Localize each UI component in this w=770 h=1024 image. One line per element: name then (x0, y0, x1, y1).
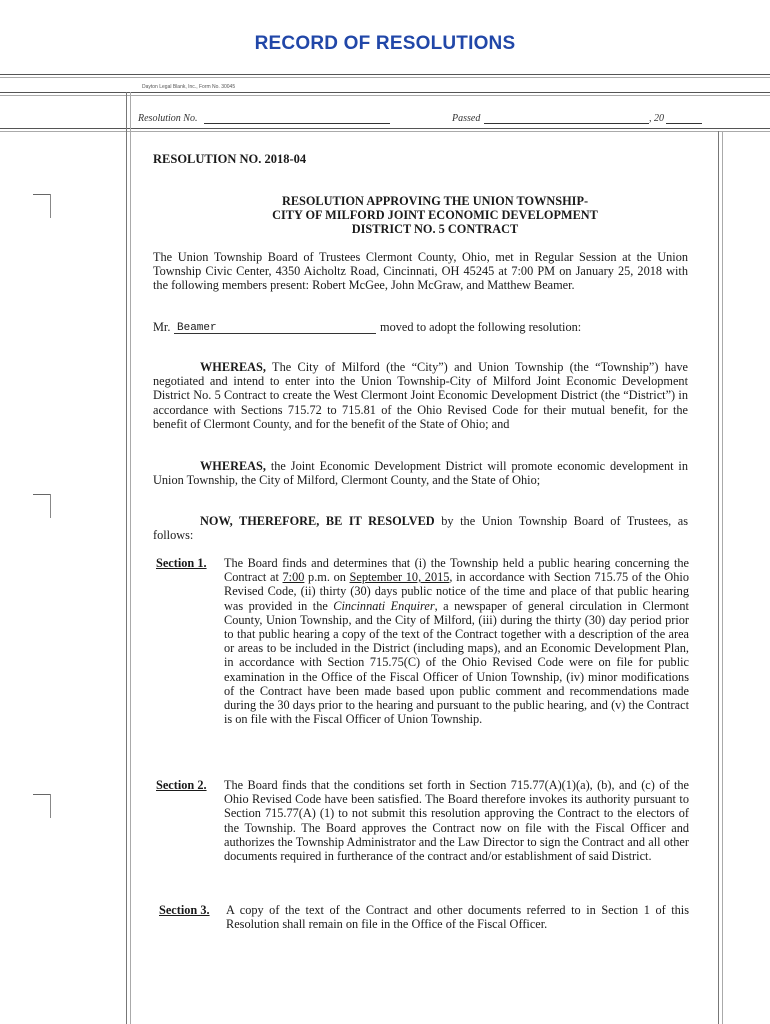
whereas-text-2: the Joint Economic Development District will promote economic development in Union Township, the City of Milford, Clermont County, and the State of Ohio; (153, 459, 688, 488)
binder-mark-2 (33, 494, 50, 495)
resolved-paragraph (153, 514, 688, 542)
section-3-text: A copy of the text of the Contract and other documents referred to in Section 1 of this Resolution shall remain on file in the Office of the Fiscal Officer. (226, 903, 689, 932)
section-1-text-b: p.m. on (304, 570, 350, 585)
intro-paragraph: The Union Township Board of Trustees Clermont County, Ohio, met in Regular Session at the Union Township Civic Center, 4350 Aicholtz Road, Cincinnati, OH 45245 at 7:00 PM on January 25, 2018 with the following members present: Robert McGee, John McGraw, and Matthew Beamer. (153, 250, 688, 293)
mover-suffix: moved to adopt the following resolution: (380, 320, 582, 334)
header-rule-bottom-2 (0, 131, 770, 132)
resolution-number: RESOLUTION NO. 2018-04 (153, 152, 307, 166)
header-rule-mid-2 (0, 95, 770, 96)
binder-mark-3 (33, 794, 50, 795)
binder-mark-1 (33, 194, 50, 195)
left-margin-rule (126, 92, 127, 1024)
mover-name: Beamer (177, 322, 217, 334)
year-prefix: , 20 (649, 113, 664, 124)
section-1-newspaper: Cincinnati Enquirer (333, 598, 435, 613)
header-rule-bottom (0, 128, 770, 129)
header-rule-mid (0, 92, 770, 93)
binder-mark-3-side (50, 794, 51, 818)
publisher-line: Dayton Legal Blank, Inc., Form No. 30045 (142, 84, 236, 90)
binder-mark-2-side (50, 494, 51, 518)
whereas-lead-1: WHEREAS, (200, 360, 266, 374)
header-rule-top-2 (0, 77, 770, 78)
whereas-paragraph-1 (153, 360, 688, 431)
whereas-paragraph-2 (153, 459, 688, 487)
resolved-lead: NOW, THEREFORE, BE IT RESOLVED (200, 514, 435, 528)
whereas-text-1: The City of Milford (the “City”) and Union Township (the “Township”) have negotiated and intend to enter into the Union Township-City of Milford Joint Economic Development District No. 5 Contract to create the West Clermont Joint Economic Development District (the “District”) in accordance with Sections 715.72 to 715.81 of the Ohio Revised Code for their mutual benefit, for the benefit of Clermont County, and for the benefit of the State of Ohio; and (153, 360, 688, 431)
passed-blank (484, 123, 649, 124)
resolution-heading-line-2: CITY OF MILFORD JOINT ECONOMIC DEVELOPMENT (272, 208, 598, 222)
resolved-text: by the Union Township Board of Trustees, as follows: (153, 514, 688, 543)
resolution-heading-line-3: DISTRICT NO. 5 CONTRACT (351, 222, 519, 236)
section-1-label: Section 1. (156, 556, 207, 570)
section-1-hearing-time: 7:00 (282, 570, 305, 585)
right-margin-rule (718, 131, 719, 1024)
resolution-no-label: Resolution No. (138, 113, 198, 124)
section-3-label: Section 3. (159, 903, 210, 917)
left-margin-rule-2 (130, 92, 131, 1024)
mover-blank (174, 333, 376, 334)
section-1-text-d: , a newspaper of general circulation in Clermont County, Union Township, and the City of Milford, (iii) during the thirty (30) day period prior to that public hearing a copy of the text of the Contract together with a description of the area or areas to be included in the District (including maps), and an Economic Development Plan, in accordance with Section 715.75(C) of the Ohio Revised Code were on file for public examination in the Office of the Fiscal Officer of Union Township, (iv) minor modifications of the Contract have been made based upon public comment and recommendations made during the 30 days prior to the hearing and pursuant to the public hearing, and (v) the Contract is on file with the Fiscal Officer of Union Township. (224, 598, 689, 727)
passed-label: Passed (452, 113, 481, 124)
section-1-text-a: The Board finds and determines that (i) the Township held a public hearing concerning the Contract at (224, 556, 689, 585)
resolution-no-blank (204, 123, 390, 124)
section-2-text: The Board finds that the conditions set forth in Section 715.77(A)(1)(a), (b), and (c) of the Ohio Revised Code have been satisfied. The Board therefore invokes its authority pursuant to Section 715.77(A) (1) to not submit this resolution approving the Contract to the electors of the Township. The Board approves the Contract now on file with the Fiscal Officer and authorizes the Township Administrator and the Law Director to sign the Contract and all other documents required in furtherance of the contract and/or establishment of said District. (224, 778, 689, 864)
binder-mark-1-side (50, 194, 51, 218)
resolution-heading-line-1: RESOLUTION APPROVING THE UNION TOWNSHIP- (281, 194, 589, 208)
section-2-label: Section 2. (156, 778, 207, 792)
mover-prefix: Mr. (153, 320, 171, 334)
year-blank (666, 123, 702, 124)
section-1-text-c: , in accordance with Section 715.75 of the Ohio Revised Code, (ii) thirty (30) days public notice of the time and place of that public hearing was provided in the (224, 570, 689, 613)
record-title: RECORD OF RESOLUTIONS (254, 33, 516, 54)
header-rule-top (0, 74, 770, 75)
whereas-lead-2: WHEREAS, (200, 459, 266, 473)
right-margin-rule-2 (722, 131, 723, 1024)
section-1-text (224, 556, 689, 726)
section-1-hearing-date: September 10, 2015 (349, 570, 450, 585)
